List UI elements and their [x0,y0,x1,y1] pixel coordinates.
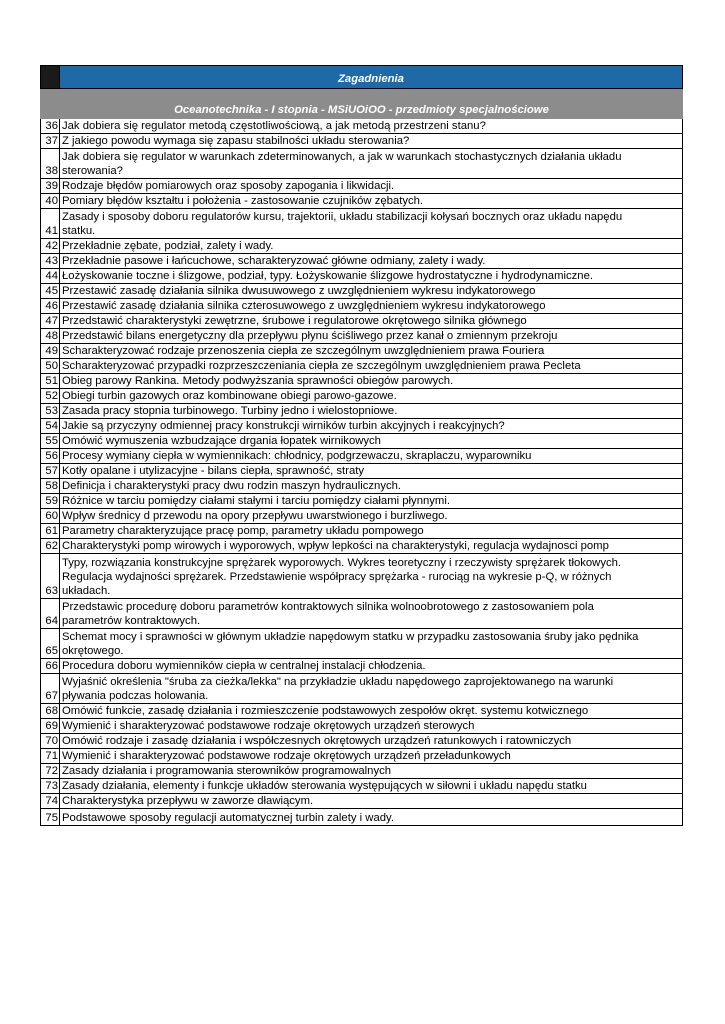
header-corner-cell [41,66,60,89]
table-row [41,629,683,659]
question-number: 46 [41,299,60,314]
question-text: Obieg parowy Rankina. Metody podwyższania sprawności obiegów parowych. [60,374,683,389]
table-row [41,209,683,239]
question-text: Jakie są przyczyny odmiennej pracy konstrukcji wirników turbin akcyjnych i reakcyjnych? [60,419,683,434]
question-text: Wpływ średnicy d przewodu na opory przepływu uwarstwionego i burzliwego. [60,509,683,524]
question-number: 62 [41,539,60,554]
table-row [41,284,683,299]
question-text: Różnice w tarciu pomiędzy ciałami stałymi i tarciu pomiędzy ciałami płynnymi. [60,494,683,509]
table-subtitle: Oceanotechnika - I stopnia - MSiUOiOO - przedmioty specjalnościowe [41,89,683,119]
table-row [41,659,683,674]
questions-table [40,65,683,826]
question-text: Jak dobiera się regulator metodą częstotliwościową, a jak metodą przestrzeni stanu? [60,119,683,134]
question-text: Zasady działania i programowania sterowników programowalnych [60,764,683,779]
table-row [41,194,683,209]
question-text: Schemat mocy i sprawności w głównym układzie napędowym statku w przypadku zastosowania śruby jako pędnika okrętowego. [60,629,683,659]
subheader-row [41,89,683,119]
question-text: Przedstawić bilans energetyczny dla przepływu płynu ściśliwego przez kanał o zmiennym przekroju [60,329,683,344]
question-number: 39 [41,179,60,194]
question-number: 75 [41,809,60,826]
question-number: 58 [41,479,60,494]
table-row [41,239,683,254]
question-text: Przestawić zasadę działania silnika czterosuwowego z uwzględnieniem wykresu indykatorowego [60,299,683,314]
table-row [41,149,683,179]
question-text: Obiegi turbin gazowych oraz kombinowane obiegi parowo-gazowe. [60,389,683,404]
question-number: 61 [41,524,60,539]
question-text: Charakterystyki pomp wirowych i wyporowych, wpływ lepkości na charakterystyki, regulacja wydajnosci pomp [60,539,683,554]
question-number: 41 [41,209,60,239]
question-number: 37 [41,134,60,149]
table-row [41,464,683,479]
question-number: 67 [41,674,60,704]
question-text: Charakterystyka przepływu w zaworze dławiącym. [60,794,683,809]
question-number: 36 [41,119,60,134]
question-text: Przedstawić charakterystyki zewętrzne, śrubowe i regulatorowe okrętowego silnika głównego [60,314,683,329]
table-row [41,539,683,554]
question-text: Omówić wymuszenia wzbudzające drgania łopatek wirnikowych [60,434,683,449]
question-number: 44 [41,269,60,284]
table-row [41,374,683,389]
question-text: Scharakteryzować rodzaje przenoszenia ciepła ze szczególnym uwzględnieniem prawa Fouriera [60,344,683,359]
table-row [41,524,683,539]
question-number: 66 [41,659,60,674]
table-row [41,179,683,194]
question-number: 71 [41,749,60,764]
question-text: Omówić funkcie, zasadę działania i rozmieszczenie podstawowych zespołów okręt. systemu kotwicznego [60,704,683,719]
question-number: 54 [41,419,60,434]
question-text: Rodzaje błędów pomiarowych oraz sposoby zapogania i likwidacji. [60,179,683,194]
table-row [41,269,683,284]
header-row [41,66,683,89]
table-row [41,794,683,809]
table-row [41,479,683,494]
table-row [41,134,683,149]
question-text: Procesy wymiany ciepła w wymiennikach: chłodnicy, podgrzewaczu, skraplaczu, wyparowniku [60,449,683,464]
question-text: Z jakiego powodu wymaga się zapasu stabilności układu sterowania? [60,134,683,149]
question-number: 69 [41,719,60,734]
table-row [41,389,683,404]
question-text: Przekładnie pasowe i łańcuchowe, scharakteryzować główne odmiany, zalety i wady. [60,254,683,269]
question-number: 51 [41,374,60,389]
question-number: 49 [41,344,60,359]
question-number: 57 [41,464,60,479]
question-text: Definicja i charakterystyki pracy dwu rodzin maszyn hydraulicznych. [60,479,683,494]
table-row [41,779,683,794]
question-number: 60 [41,509,60,524]
question-text: Przedstawic procedurę doboru parametrów kontraktowych silnika wolnoobrotowego z zastosowaniem pola parametrów kontraktowych. [60,599,683,629]
question-number: 68 [41,704,60,719]
question-text: Łożyskowanie toczne i ślizgowe, podział, typy. Łożyskowanie ślizgowe hydrostatyczne i hydrodynamiczne. [60,269,683,284]
question-text: Omówić rodzaje i zasadę działania i współczesnych okrętowych urządzeń ratunkowych i ratowniczych [60,734,683,749]
table-row [41,344,683,359]
question-number: 50 [41,359,60,374]
question-number: 52 [41,389,60,404]
question-number: 55 [41,434,60,449]
table-row [41,254,683,269]
question-number: 40 [41,194,60,209]
question-text: Typy, rozwiązania konstrukcyjne sprężarek wyporowych. Wykres teoretyczny i rzeczywisty sprężarek tłokowych. Regulacja wydajności sprężarek. Przedstawienie współpracy sprężarka - rurociąg na wykresie p-Q, w różnych układach. [60,554,683,599]
question-number: 45 [41,284,60,299]
question-text: Zasady działania, elementy i funkcje układów sterowania występujących w siłowni i układu napędu statku [60,779,683,794]
table-row [41,809,683,826]
table-row [41,419,683,434]
table-row [41,734,683,749]
table-row [41,554,683,599]
question-text: Wyjaśnić określenia "śruba za cieżka/lekka" na przykładzie układu napędowego zaprojektowanego na warunki pływania podczas holowania. [60,674,683,704]
question-number: 47 [41,314,60,329]
question-text: Scharakteryzować przypadki rozprzeszczeniania ciepła ze szczególnym uwzględnieniem prawa Pecleta [60,359,683,374]
question-text: Przekładnie zębate, podział, zalety i wady. [60,239,683,254]
question-number: 43 [41,254,60,269]
question-text: Wymienić i sharakteryzować podstawowe rodzaje okrętowych urządzeń sterowych [60,719,683,734]
table-row [41,299,683,314]
question-number: 70 [41,734,60,749]
question-text: Jak dobiera się regulator w warunkach zdeterminowanych, a jak w warunkach stochastycznych działania układu sterowania? [60,149,683,179]
question-text: Zasada pracy stopnia turbinowego. Turbiny jedno i wielostopniowe. [60,404,683,419]
table-row [41,314,683,329]
question-number: 59 [41,494,60,509]
table-row [41,434,683,449]
table-row [41,749,683,764]
question-number: 72 [41,764,60,779]
question-text: Zasady i sposoby doboru regulatorów kursu, trajektorii, układu stabilizacji kołysań bocznych oraz układu napędu statku. [60,209,683,239]
table-row [41,719,683,734]
table-row [41,449,683,464]
question-number: 74 [41,794,60,809]
table-row [41,509,683,524]
table-row [41,599,683,629]
question-text: Pomiary błędów kształtu i położenia - zastosowanie czujników zębatych. [60,194,683,209]
question-text: Podstawowe sposoby regulacji automatycznej turbin zalety i wady. [60,809,683,826]
question-number: 65 [41,629,60,659]
question-number: 42 [41,239,60,254]
question-number: 64 [41,599,60,629]
table-row [41,704,683,719]
table-row [41,404,683,419]
question-number: 48 [41,329,60,344]
question-number: 73 [41,779,60,794]
table-row [41,329,683,344]
question-text: Procedura doboru wymienników ciepła w centralnej instalacji chłodzenia. [60,659,683,674]
question-text: Wymienić i sharakteryzować podstawowe rodzaje okrętowych urządzeń przeładunkowych [60,749,683,764]
table-row [41,359,683,374]
question-number: 63 [41,554,60,599]
table-title: Zagadnienia [60,66,683,89]
table-row [41,764,683,779]
question-text: Kotły opalane i utylizacyjne - bilans ciepła, sprawność, straty [60,464,683,479]
question-number: 38 [41,149,60,179]
question-number: 56 [41,449,60,464]
question-number: 53 [41,404,60,419]
table-row [41,119,683,134]
table-row [41,674,683,704]
question-text: Parametry charakteryzujące pracę pomp, parametry układu pompowego [60,524,683,539]
question-text: Przestawić zasadę działania silnika dwusuwowego z uwzględnieniem wykresu indykatorowego [60,284,683,299]
table-row [41,494,683,509]
